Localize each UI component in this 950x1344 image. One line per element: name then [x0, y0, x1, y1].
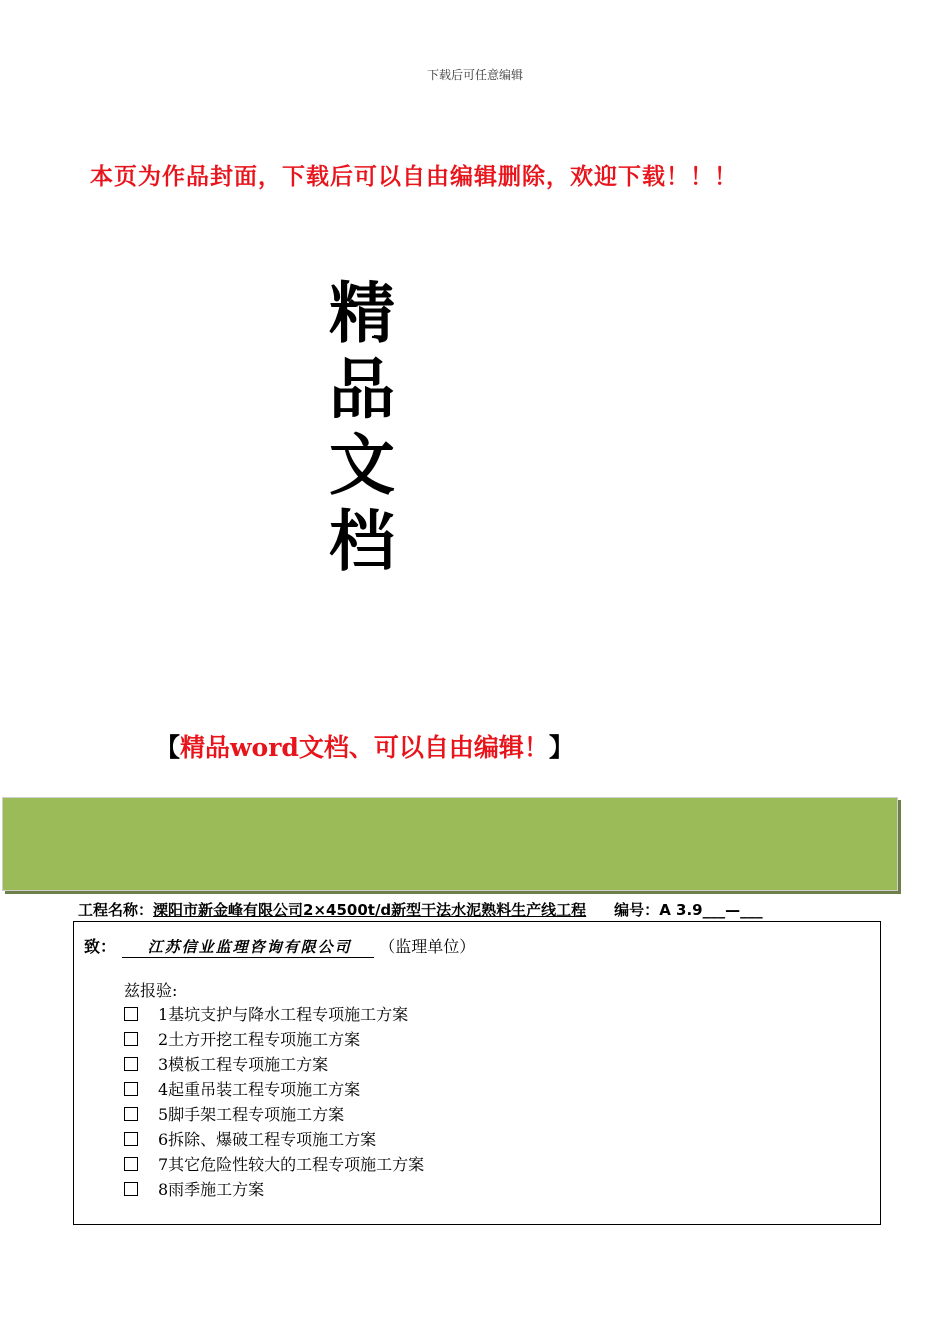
- checkbox[interactable]: [124, 1082, 138, 1096]
- plan-checklist: [124, 1002, 424, 1202]
- cover-subtitle: [155, 728, 574, 764]
- subtitle-open-bracket: 【: [155, 733, 181, 762]
- number-label: 编号：: [614, 901, 660, 919]
- checklist-item-label: 4起重吊装工程专项施工方案: [158, 1080, 361, 1099]
- cover-title-char: 品: [329, 350, 395, 428]
- checkbox[interactable]: [124, 1132, 138, 1146]
- checkbox[interactable]: [124, 1107, 138, 1121]
- green-banner: [2, 797, 898, 891]
- checkbox[interactable]: [124, 1157, 138, 1171]
- project-label: 工程名称：: [78, 901, 154, 919]
- recipient-line: [84, 934, 475, 958]
- unit-label: （监理单位）: [379, 937, 476, 956]
- checklist-item: [124, 1152, 424, 1177]
- cover-notice: 本页为作品封面，下载后可以自由编辑删除，欢迎下载！！！: [90, 164, 738, 190]
- page-header-note: 下载后可任意编辑: [426, 68, 523, 82]
- inspection-form: [73, 921, 881, 1225]
- subtitle-close-bracket: 】: [548, 733, 574, 762]
- cover-title-char: 档: [329, 502, 395, 580]
- number-value: A 3.9___—___: [659, 901, 763, 919]
- checklist-item-label: 8雨季施工方案: [158, 1180, 265, 1199]
- cover-title-char: 文: [329, 426, 395, 504]
- checkbox[interactable]: [124, 1182, 138, 1196]
- project-name: 溧阳市新金峰有限公司2×4500t/d新型干法水泥熟料生产线工程: [153, 901, 587, 919]
- checklist-item: [124, 1177, 424, 1202]
- checkbox[interactable]: [124, 1057, 138, 1071]
- checklist-item-label: 3模板工程专项施工方案: [158, 1055, 329, 1074]
- checklist-item: [124, 1002, 424, 1027]
- checklist-item: [124, 1052, 424, 1077]
- checklist-item-label: 7其它危险性较大的工程专项施工方案: [158, 1155, 425, 1174]
- checklist-item: [124, 1127, 424, 1152]
- project-info-line: [78, 899, 878, 920]
- checklist-item: [124, 1027, 424, 1052]
- checklist-item-label: 5脚手架工程专项施工方案: [158, 1105, 345, 1124]
- cover-title: [322, 275, 402, 579]
- checklist-item-label: 6拆除、爆破工程专项施工方案: [158, 1130, 377, 1149]
- cover-title-char: 精: [329, 274, 395, 352]
- checklist-item-label: 2土方开挖工程专项施工方案: [158, 1030, 361, 1049]
- supervisor-company: 江苏信业监理咨询有限公司: [122, 936, 374, 958]
- checkbox[interactable]: [124, 1007, 138, 1021]
- to-label: 致：: [84, 937, 117, 956]
- checklist-item: [124, 1102, 424, 1127]
- checkbox[interactable]: [124, 1032, 138, 1046]
- checklist-item: [124, 1077, 424, 1102]
- subtitle-text: 精品word文档、可以自由编辑！: [180, 733, 549, 762]
- form-intro: 兹报验:: [124, 981, 178, 1000]
- checklist-item-label: 1基坑支护与降水工程专项施工方案: [158, 1005, 409, 1024]
